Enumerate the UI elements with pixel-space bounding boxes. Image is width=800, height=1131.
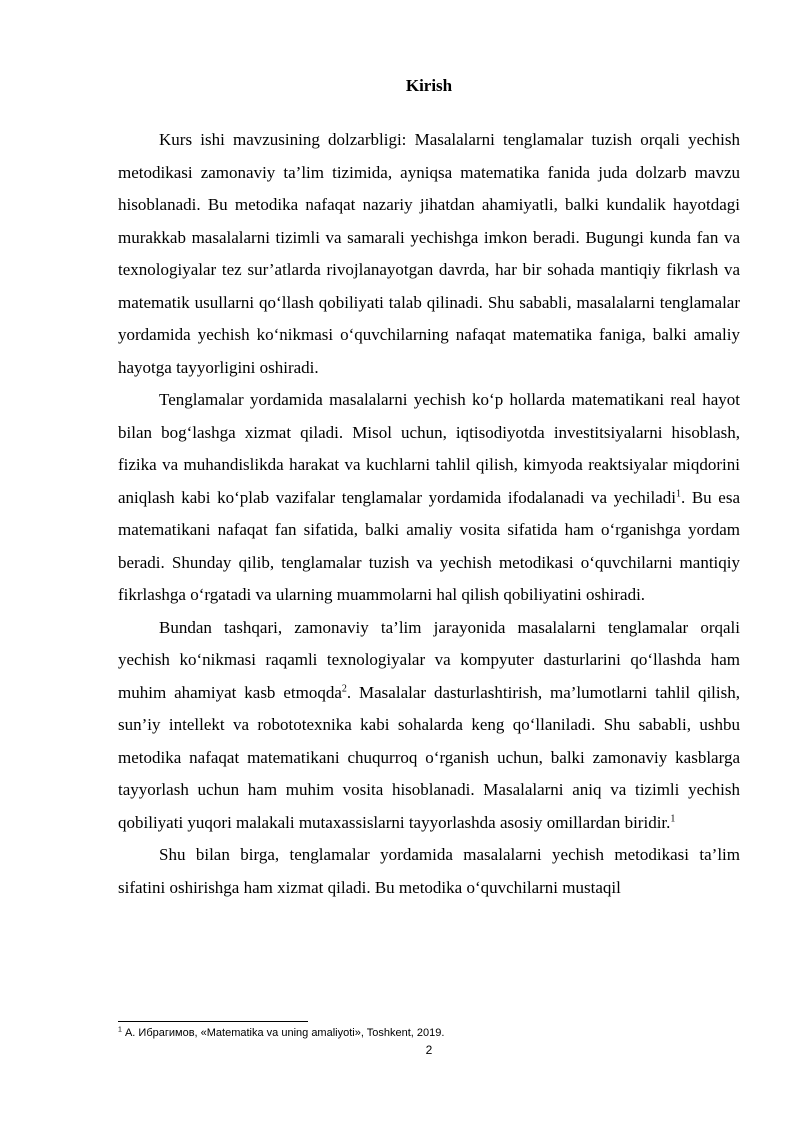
footnote — [118, 1027, 740, 1039]
body-text — [118, 124, 740, 904]
footnote-ref[interactable]: 1 — [670, 812, 676, 824]
paragraph-text: Shu bilan birga, tenglamalar yordamida masalalarni yechish metodikasi ta’lim sifatini oshirishga ham xizmat qiladi. Bu metodika o‘quvchilarni mustaqil — [118, 845, 740, 897]
paragraph-1 — [118, 124, 740, 384]
footnote-text: А. Ибрагимов, «Matematika va uning amaliyoti», Toshkent, 2019. — [121, 1027, 445, 1039]
paragraph-3 — [118, 612, 740, 840]
paragraph-text: Kurs ishi mavzusining dolzarbligi: Masalalarni tenglamalar tuzish orqali yechish metodikasi zamonaviy ta’lim tizimida, ayniqsa matematika fanida juda dolzarb mavzu hisoblanadi. Bu metodika nafaqat nazariy jihatdan ahamiyatli, balki kundalik hayotdagi murakkab masalalarni tizimli va samarali yechishga imkon beradi. Bugungi kunda fan va texnologiyalar tez sur’atlarda rivojlanayotgan davrda, har bir sohada mantiqiy fikrlash va matematik usullarni qo‘llash qobiliyati talab qilinadi. Shu sababli, masalalarni tenglamalar yordamida yechish ko‘nikmasi o‘quvchilarning nafaqat matematika faniga, balki amaliy hayotga tayyorligini oshiradi. — [118, 130, 740, 377]
paragraph-text: Bundan tashqari, zamonaviy ta’lim jarayonida masalalarni tenglamalar orqali yechish ko‘nikmasi raqamli texnologiyalar va kompyuter dasturlarini qo‘llashda ham muhim ahamiyat kasb etmoqda — [118, 617, 740, 702]
paragraph-text: . Bu esa matematikani nafaqat fan sifatida, balki amaliy vosita sifatida ham o‘rganishga yordam beradi. Shunday qilib, tenglamalar tuzish va yechish metodikasi o‘quvchilarni mantiqiy fikrlashga o‘rgatadi va ularning muammolarni hal qilish qobiliyatini oshiradi. — [118, 487, 740, 604]
paragraph-4 — [118, 839, 740, 904]
paragraph-text: . Masalalar dasturlashtirish, ma’lumotlarni tahlil qilish, sun’iy intellekt va robototexnika kabi sohalarda keng qo‘llaniladi. Shu sababli, ushbu metodika nafaqat matematikani chuqurroq o‘rganish uchun, balki zamonaviy kasblarga tayyorlash uchun ham muhim vosita hisoblanadi. Masalalarni aniq va tizimli yechish qobiliyati yuqori malakali mutaxassislarni tayyorlashda asosiy omillardan biridir. — [118, 682, 740, 832]
footnote-ref[interactable]: 2 — [341, 682, 347, 694]
page-number: 2 — [425, 1043, 433, 1057]
footnote-ref[interactable]: 1 — [675, 487, 681, 499]
footnote-separator — [118, 1021, 308, 1022]
paragraph-2 — [118, 384, 740, 612]
paragraph-text: Tenglamalar yordamida masalalarni yechish ko‘p hollarda matematikani real hayot bilan bog‘lashga xizmat qiladi. Misol uchun, iqtisodiyotda investitsiyalarni hisoblash, fizika va muhandislikda harakat va kuchlarni tahlil qilish, kimyoda reaktsiyalar miqdorini aniqlash kabi ko‘plab vazifalar tenglamalar yordamida ifodalanadi va yechiladi — [118, 390, 740, 507]
page-title: Kirish — [405, 76, 453, 95]
footnote-marker: 1 — [118, 1026, 122, 1034]
